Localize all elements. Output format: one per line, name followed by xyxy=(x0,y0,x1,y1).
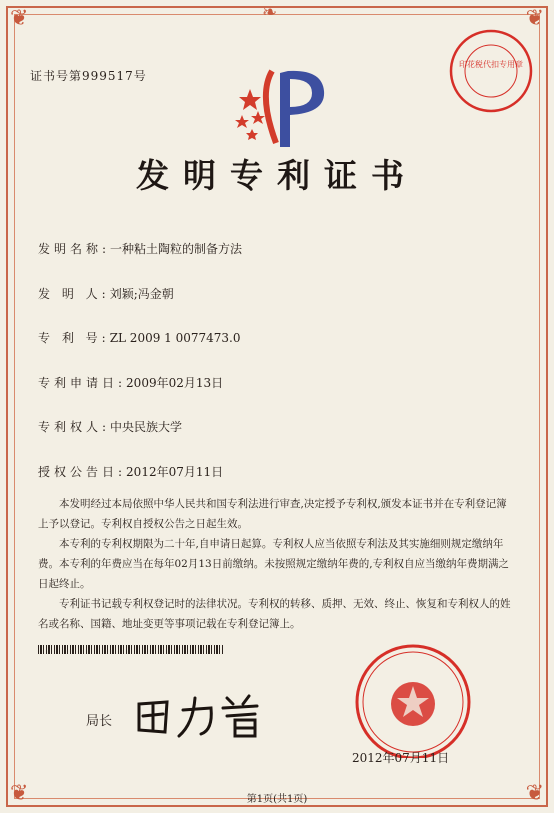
inventors-label: 发 明 人: xyxy=(38,287,110,301)
filing-date-label: 专利申请日: xyxy=(38,376,127,390)
barcode xyxy=(38,645,223,654)
agency-stamp-center: 印花税代扣专用章 xyxy=(459,60,523,69)
filing-date-row xyxy=(38,374,223,391)
patent-number-row xyxy=(38,329,241,346)
patentee-row xyxy=(38,418,182,435)
certificate-number: 证书号第999517号 xyxy=(30,69,147,83)
corner-ornament-icon: ❦ xyxy=(525,781,544,806)
corner-ornament-icon: ❦ xyxy=(10,781,29,806)
filing-date-value: 2009年02月13日 xyxy=(126,376,224,390)
grant-date-label: 授权公告日: xyxy=(38,465,127,479)
issue-date: 2012年07月11日 xyxy=(352,751,450,765)
patentee-value: 中央民族大学 xyxy=(110,420,183,434)
patent-number-value: ZL 2009 1 0077473.0 xyxy=(109,331,241,345)
certificate-body xyxy=(38,494,516,634)
corner-ornament-icon: ❦ xyxy=(525,6,544,31)
patentee-label: 专利权人: xyxy=(38,420,111,434)
invention-name-row xyxy=(38,240,242,257)
corner-ornament-icon: ❦ xyxy=(10,6,29,31)
top-ornament-icon: ❧ xyxy=(262,2,278,23)
body-paragraph: 本发明经过本局依照中华人民共和国专利法进行审查,决定授予专利权,颁发本证书并在专利登记簿上予以登记。专利权自授权公告之日起生效。 xyxy=(38,498,507,530)
patent-number-label: 专 利 号: xyxy=(38,331,110,345)
national-seal-icon xyxy=(338,638,488,758)
inventors-row xyxy=(38,285,174,302)
agency-stamp-icon xyxy=(447,27,535,115)
grant-date-row xyxy=(38,463,223,480)
invention-name-value: 一种粘土陶粒的制备方法 xyxy=(110,242,243,256)
director-signature xyxy=(131,690,281,740)
patent-office-logo-icon xyxy=(228,55,338,155)
invention-name-label: 发明名称: xyxy=(38,242,111,256)
page-indicator: 第1页(共1页) xyxy=(246,794,308,805)
body-paragraph: 专利证书记载专利权登记时的法律状况。专利权的转移、质押、无效、终止、恢复和专利权人的姓名或名称、国籍、地址变更等事项记载在专利登记簿上。 xyxy=(38,598,511,630)
body-paragraph: 本专利的专利权期限为二十年,自申请日起算。专利权人应当依照专利法及其实施细则规定缴纳年费。本专利的年费应当在每年02月13日前缴纳。未按照规定缴纳年费的,专利权自应当缴纳年费期满之日起终止。 xyxy=(38,538,510,590)
grant-date-value: 2012年07月11日 xyxy=(126,465,224,479)
inventors-value: 刘颖;冯金朝 xyxy=(109,287,174,301)
certificate-title: 发明专利证书 xyxy=(136,156,418,195)
director-label: 局长 xyxy=(86,714,113,729)
